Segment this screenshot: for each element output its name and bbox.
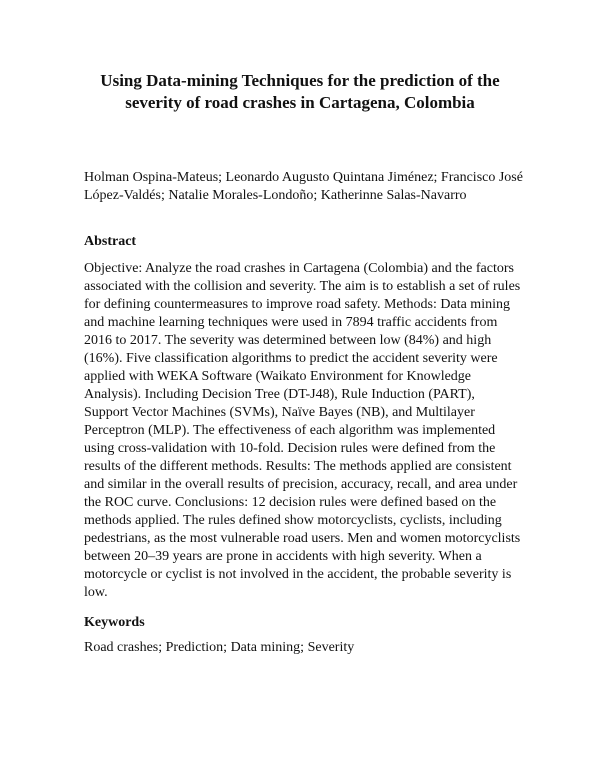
abstract-line: Perceptron (MLP). The effectiveness of each algorithm was implemented [84,423,496,438]
abstract-line: low. [84,585,108,600]
author-line: Holman Ospina-Mateus; Leonardo Augusto Quintana Jiménez; Francisco José [84,170,523,185]
keywords-heading: Keywords [84,615,145,630]
paper-title [60,70,540,114]
keywords-text: Road crashes; Prediction; Data mining; Severity [84,640,355,655]
abstract-line: methods applied. The rules defined show motorcyclists, cyclists, including [84,513,502,528]
abstract-line: the ROC curve. Conclusions: 12 decision rules were defined based on the [84,495,497,510]
abstract-heading: Abstract [84,234,137,249]
abstract-line: Support Vector Machines (SVMs), Naïve Bayes (NB), and Multilayer [84,405,475,420]
title-line: Using Data-mining Techniques for the prediction of the [100,71,500,90]
abstract-body [84,260,522,602]
abstract-line: 2016 to 2017. The severity was determined between low (84%) and high [84,333,492,348]
abstract-line: Objective: Analyze the road crashes in Cartagena (Colombia) and the factors [84,261,514,276]
abstract-line: and machine learning techniques were used in 7894 traffic accidents from [84,315,498,330]
abstract-line: for defining countermeasures to improve road safety. Methods: Data mining [84,297,510,312]
author-line: López-Valdés; Natalie Morales-Londoño; Katherinne Salas-Navarro [84,188,467,203]
author-list [84,169,524,205]
abstract-line: results of the different methods. Results: The methods applied are consistent [84,459,512,474]
abstract-line: using cross-validation with 10-fold. Decision rules were defined from the [84,441,496,456]
abstract-line: associated with the collision and severity. The aim is to establish a set of rules [84,279,521,294]
abstract-line: between 20–39 years are prone in accidents with high severity. When a [84,549,482,564]
abstract-line: and similar in the overall results of precision, accuracy, recall, and area under [84,477,518,492]
abstract-line: (16%). Five classification algorithms to predict the accident severity were [84,351,498,366]
abstract-line: motorcycle or cyclist is not involved in the accident, the probable severity is [84,567,512,582]
abstract-line: pedestrians, as the most vulnerable road users. Men and women motorcyclists [84,531,521,546]
title-line: severity of road crashes in Cartagena, Colombia [125,93,475,112]
abstract-line: applied with WEKA Software (Waikato Environment for Knowledge [84,369,472,384]
abstract-line: Analysis). Including Decision Tree (DT-J48), Rule Induction (PART), [84,387,475,402]
